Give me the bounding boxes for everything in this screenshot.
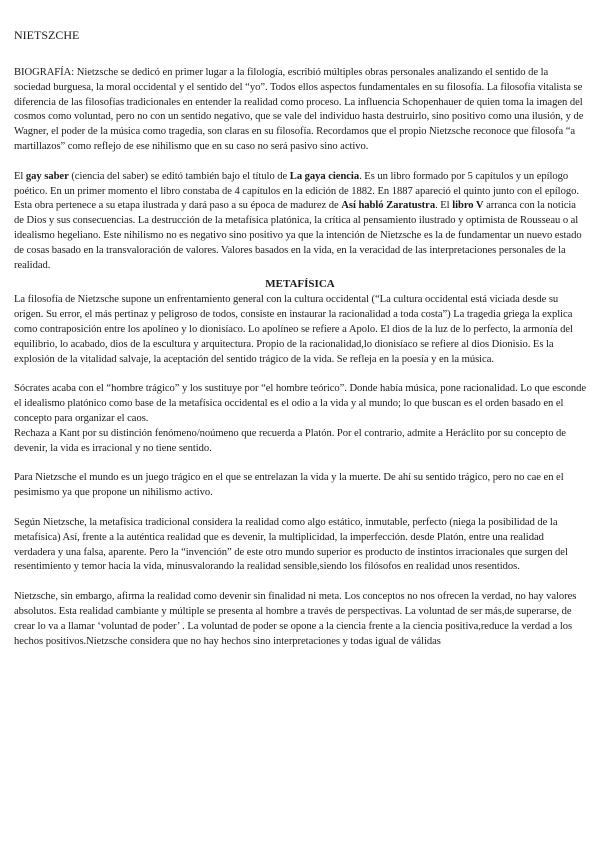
paragraph-gap	[14, 575, 586, 590]
biography-paragraph	[14, 66, 586, 155]
metafisica-paragraph-5: Nietzsche, sin embargo, afirma la realidad como devenir sin finalidad ni meta. Los conceptos no nos ofrecen la verdad, no hay valores absolutos. Esta realidad cambiante y múltiple se presenta al hombre a través de perspectivas. La voluntad de ser más,de superarse, de crear lo va a llamar ‘voluntad de poder’ . La voluntad de poder se opone a la ciencia frente a la ciencia positiva,reduce la verdad a los hechos positivos.Nietzsche considera que no hay hechos sino interpretaciones y todas igual de válidas	[14, 591, 577, 647]
gay-saber-text-1: El	[14, 170, 26, 182]
document-title: NIETSZCHE	[14, 28, 80, 42]
gay-saber-bold-2: La gaya ciencia	[289, 170, 360, 182]
biography-label: BIOGRAFÍA:	[14, 67, 75, 78]
paragraph-gap	[14, 155, 586, 170]
gay-saber-bold-1: gay saber	[25, 170, 69, 182]
gay-saber-text-3: . Es un libro formado por 5 capítulos y un epílogo poético. En un primer momento el libro constaba de 4 capítulos en la edición de 1882. En 1887 apareció el quinto junto con el epílogo. Esta obra pertenece a su etapa ilustrada y dará paso a su época de madurez de	[14, 170, 579, 212]
paragraph-gap	[14, 501, 586, 516]
document-page	[14, 28, 586, 649]
paragraph-gap	[14, 456, 586, 471]
gay-saber-text-5: arranca con la noticia de Dios y sus consecuencias. La destrucción de la metafísica platónica, la crítica al pensamiento ilustrado y optimista de Rousseau o al idealismo hegeliano. Este nihilismo no es negativo sino positivo ya que la intención de Nietzsche es la de fundamentar un nuevo estado de cosas basado en la transvaloración de valores. Valores basados en la vida, en la veracidad de las interpretaciones personales de la realidad.	[14, 200, 582, 271]
gay-saber-text-2: (ciencia del saber) se editó también bajo el título de	[68, 170, 290, 182]
section-heading-metafisica: METAFÍSICA	[265, 278, 335, 291]
gay-saber-bold-4: libro V	[452, 200, 484, 212]
metafisica-paragraph-2a: Sócrates acaba con el “hombre trágico” y los sustituye por “el hombre teórico”. Donde había música, pone racionalidad. Lo que esconde el idealismo platónico como base de la metafísica occidental es el odio a la vida y al mundo; lo que buscan es el orden basado en el concepto para organizar el caos.	[14, 383, 586, 424]
metafisica-paragraph-4: Según Nietzsche, la metafísica tradicional considera la realidad como algo estático, inmutable, perfecto (niega la posibilidad de la metafísica) Así, frente a la auténtica realidad que es devenir, la multiplicidad, la imperfección. desde Platón, entre una realidad verdadera y una falsa, aparente. Pero la “invención” de este otro mundo superior es producto de instintos irracionales que surgen del resentimiento y temor hacia la vida, minusvalorando la realidad sensible,siendo los filósofos en realidad unos resentidos.	[14, 516, 568, 573]
gay-saber-text-4: . El	[435, 200, 453, 212]
metafisica-paragraph-1: La filosofía de Nietzsche supone un enfrentamiento general con la cultura occidental (“La cultura occidental está viciada desde su origen. Su error, el más pertinaz y peligroso de todos, consiste en instaurar la racionalidad a toda costa”) La tragedia griega la explica como contraposición entre los apolíneo y lo dionisíaco. Lo apolíneo se refiere a Apolo. El dios de la luz de lo perfecto, la armonía del equilibrio, lo acabado, dios de la escultura y arquitectura. Propio de la racionalidad,lo dionisíaco se refiere al dios Dionisio. Es la explosión de la vitalidad salvaje, la aceptación del sentido trágico de la vida. Se refleja en la poesía y en la música.	[14, 294, 573, 365]
gay-saber-paragraph	[14, 170, 586, 274]
metafisica-paragraph-2b: Rechaza a Kant por su distinción fenómeno/noúmeno que recuerda a Platón. Por el contrario, admite a Heráclito por su concepto de devenir, la vida es irracional y no tiene sentido.	[14, 427, 566, 454]
metafisica-paragraph-3: Para Nietzsche el mundo es un juego trágico en el que se entrelazan la vida y la muerte. De ahí su sentido trágico, pero no cae en el pesimismo ya que propone un nihilismo activo.	[14, 472, 564, 499]
biography-text: Nietzsche se dedicó en primer lugar a la filología, escribió múltiples obras personales analizando el sentido de la sociedad burguesa, la moral occidental y el sentido del “yo”. Todos ellos aspectos fundamentales en su filosofía. La filosofía vitalista se diferencia de las filosofías tradicionales en entender la realidad como proceso. La influencia Schopenhauer de quien toma la imagen del cosmos como voluntad, pero no con un sentido negativo, que se vale del individuo hasta destruirlo, sino positivo como una ilusión, y de Wagner, el poder de la música como tragedia, son claras en su filosofía. Recordamos que el propio Nietzsche reconoce que filosofa “a martillazos” como reflejo de ese nihilismo que en su caso no será pasivo sino activo.	[14, 67, 584, 152]
gay-saber-bold-3: Así habló Zaratustra	[341, 200, 436, 212]
paragraph-gap	[14, 367, 586, 382]
